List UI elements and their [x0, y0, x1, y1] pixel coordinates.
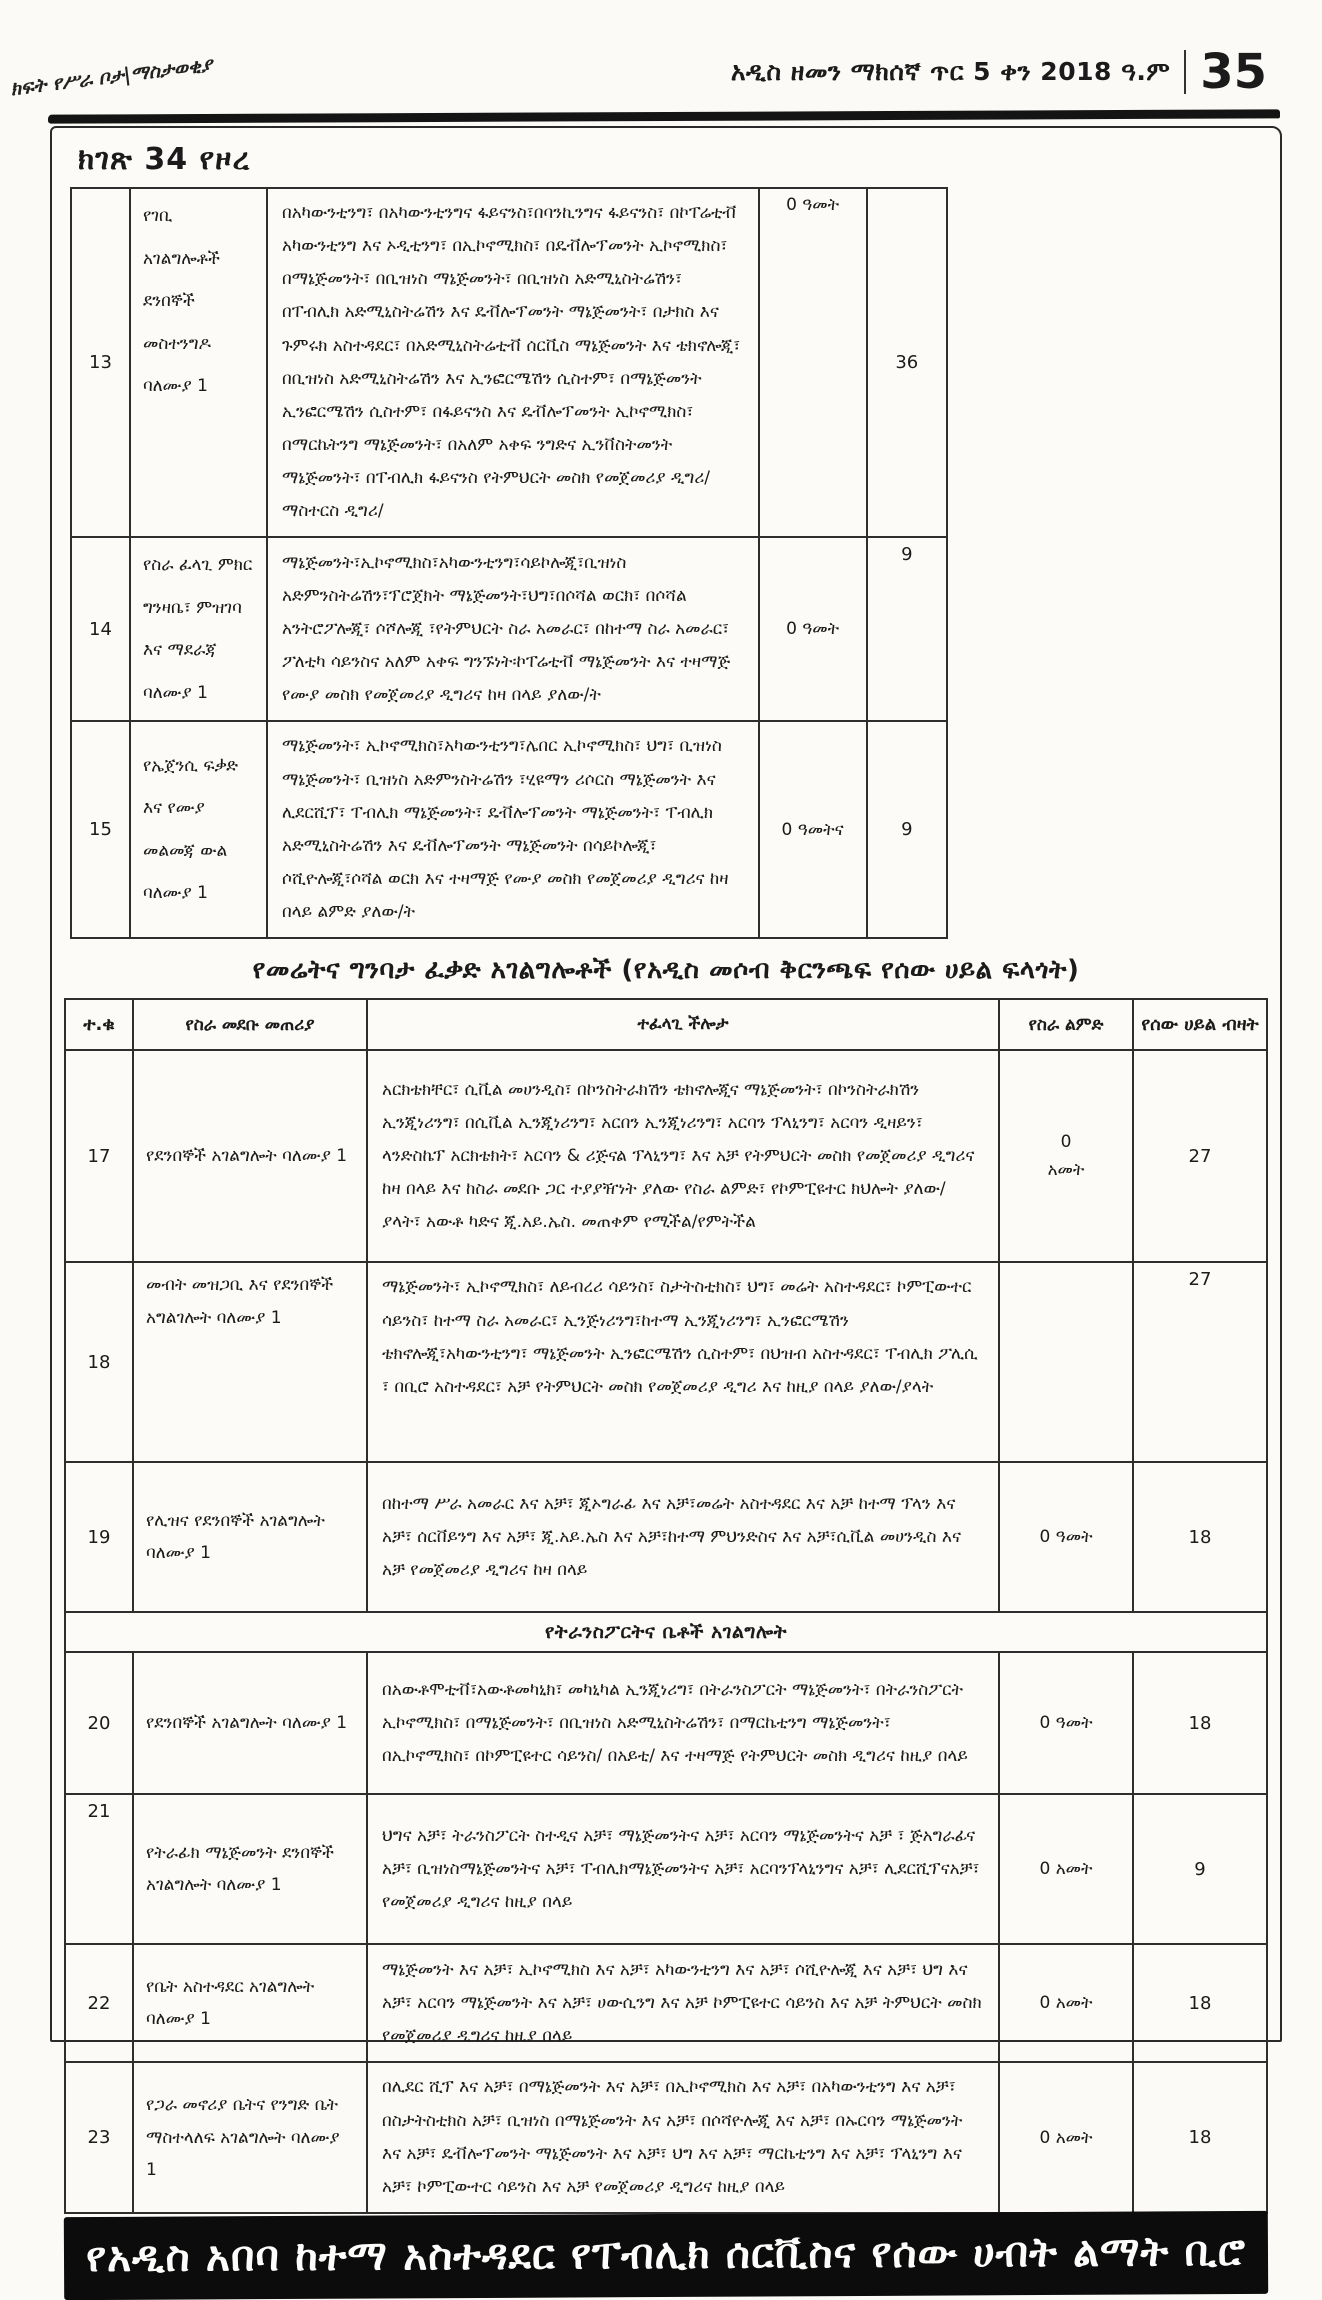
row-number: 18: [65, 1262, 133, 1462]
work-experience: [999, 1050, 1133, 1262]
row-number: 20: [65, 1652, 133, 1794]
vacancy-table-continued: [70, 187, 948, 939]
work-experience: 0 አመት: [999, 1944, 1133, 2062]
table-row: [65, 1050, 1267, 1262]
position-title: የጋራ መኖሪያ ቤትና የንግድ ቤት ማስተላለፍ አገልግሎት ባለሙያ 1: [133, 2062, 367, 2213]
required-qualification: ማኔጅመንት፣ ኢኮኖሚክስ፣አካውንቲንግ፣ሌበር ኢኮኖሚክስ፣ ህግ፣ ቢዝነስ ማኔጅመንት፣ ቢዝነስ አድምንስትሬሽን ፣ሂዩማን ሪሶርስ ማኔጅመንት እና ሊደርሺፕ፣ ፐብሊክ ማኔጅመንት፣ ዴቭሎፕመንት ማኔጅመንት፣ ፐብሊክ አድሚኒስትሬሽን እና ዴቭሎፕመንት ማኔጅመንት በሳይኮሎጂ፣ ሶሺዮሎጂ፣ሶሻል ወርክ እና ተዛማጅ የሙያ መስክ የመጀመሪያ ዲግሪና ከዛ በላይ ልምድ ያለው/ት: [267, 721, 759, 938]
position-title: የሊዝና የደንበኞች አገልግሎት ባለሙያ 1: [133, 1462, 367, 1612]
land-construction-section-title: የመሬትና ግንባታ ፈቃድ አገልግሎቶች (የአዲስ መሶብ ቅርንጫፍ የሰው ሀይል ፍላጎት): [252, 955, 1080, 986]
row-number: 14: [71, 537, 130, 721]
required-qualification: በሊደር ሺፕ እና አቻ፣ በማኔጅመንት እና አቻ፣ በኢኮኖሚክስ እና አቻ፣ በአካውንቲንግ እና አቻ፣ በስታትስቲክስ አቻ፣ ቢዝነስ በማኔጅመንት እና አቻ፣ በሶሻዮሎጂ እና አቻ፣ በኡርባን ማኔጅመንት እና አቻ፣ ዴቭሎፕመንት ማኔጅመንት እና አቻ፣ ህግ እና አቻ፣ ማርኬቲንግ እና አቻ፣ ፕላኒንግ እና አቻ፣ ኮምፒውተር ሳይንስ እና አቻ የመጀመሪያ ዲግሪና ከዚያ በላይ: [367, 2062, 999, 2213]
required-qualification: አርክቴክቸር፣ ሲቪል መሀንዲስ፣ በኮንስትራክሽን ቴክኖሎጂና ማኔጅመንት፣ በኮንስትራክሽን ኢንጂነሪንግ፣ በሲቪል ኢንጂነሪንግ፣ አርበን ኢንጂነሪንግ፣ አርባን ፕላኒንግ፣ አርባን ዲዛይን፣ ላንድስኬፕ አርክቴክት፣ አርባን & ሪጅናል ፕላኒንግ፣ እና አቻ የትምህርት መስክ የመጀመሪያ ዲግሪና ከዛ በላይ እና ከስራ መደቡ ጋር ተያያዥነት ያለው የስራ ልምድ፣ የኮምፒዩተር ክህሎት ያለው/ያላት፣ አውቶ ካድና ጂ.አይ.ኤስ. መጠቀም የሚችል/የምትችል: [367, 1050, 999, 1262]
required-qualification: በአካውንቲንግ፣ በአካውንቲንግና ፋይናንስ፣በባንኪንግና ፋይናንስ፣ በኮፐሬቲቭ አካውንቲንግ እና ኦዲቲንግ፣ በኢኮኖሚክስ፣ በዴቭሎፕመንት ኢኮኖሚክስ፣ በማኔጅመንት፣ በቢዝነስ ማኔጅመንት፣ በቢዝነስ አድሚኒስትሬሽን፣ በፐብሊክ አድሚኒስትሬሽን እና ዴቭሎፕመንት ማኔጅመንት፣ በታክስ እና ጉምሩክ አስተዳደር፣ በአድሚኒስትሬቲቭ ሰርቪስ ማኔጅመንት እና ቴክኖሎጂ፣ በቢዝነስ አድሚኒስትሬሽን እና ኢንፎርሜሽን ሲስተም፣ በማኔጅመንት ኢንፎርሜሽን ሲስተም፣ በፋይናንስ እና ዴቭሎፕመንት ኢኮኖሚክስ፣ በማርኬትንግ ማኔጅመንት፣ በአለም አቀፍ ንግድና ኢንቨስትመንት ማኔጅመንት፣ በፐብሊክ ፋይናንስ የትምህርት መስክ የመጀመሪያ ዲግሪ/ማስተርስ ዲግሪ/: [267, 188, 759, 537]
bureau-footer-banner: የአዲስ አበባ ከተማ አስተዳደር የፐብሊክ ሰርቪስና የሰው ሀብት ልማት ቢሮ: [64, 2211, 1268, 2300]
work-experience: 0 ዓመትና: [759, 721, 867, 938]
column-header-experience: የስራ ልምድ: [999, 999, 1133, 1050]
headcount: 18: [1133, 1944, 1267, 2062]
table-row: [71, 721, 947, 938]
work-experience: 0 ዓመት: [759, 537, 867, 721]
headcount: 9: [867, 721, 947, 938]
required-qualification: ህግና አቻ፣ ትራንስፖርት ስተዲና አቻ፣ ማኔጅመንትና አቻ፣ አርባን ማኔጅመንትና አቻ ፣ ጅአግራፊና አቻ፣ ቢዝነስማኔጅመንትና አቻ፣ ፐብሊክማኔጅመንትና አቻ፣ አርባንፕላኒንግና አቻ፣ ሊደርሺፕናአቻ፣ የመጀመሪያ ዲግሪና ከዚያ በላይ: [367, 1794, 999, 1944]
table-row: [71, 537, 947, 721]
required-qualification: በአውቶሞቲቭ፣አውቶመካኒክ፣ መካኒካል ኢንጂነሪግ፣ በትራንስፖርት ማኔጅመንት፣ በትራንስፖርት ኢኮኖሚክስ፣ በማኔጅመንት፣ በቢዝነስ አድሚኒስትሬሽን፣ በማርኬቲንግ ማኔጅመንት፣ በኢኮኖሚክስ፣ በኮምፒዩተር ሳይንስ/ በአይቲ/ እና ተዛማጅ የትምህርት መስክ ዲግሪና ከዚያ በላይ: [367, 1652, 999, 1794]
headcount: 9: [1133, 1794, 1267, 1944]
transport-housing-section-title: የትራንስፖርትና ቤቶች አገልግሎት: [65, 1612, 1267, 1652]
position-title: የትራፊክ ማኔጅመንት ደንበኞች አገልግሎት ባለሙያ 1: [133, 1794, 367, 1944]
row-number: 13: [71, 188, 130, 537]
vacancy-table-main: [64, 998, 1268, 2214]
column-header-position: የስራ መደቡ መጠሪያ: [133, 999, 367, 1050]
row-number: 22: [65, 1944, 133, 2062]
vacancy-section-label: ክፍት የሥራ ቦታ|ማስታወቂያ: [9, 53, 214, 101]
row-number: 19: [65, 1462, 133, 1612]
row-number: 21: [65, 1794, 133, 1944]
table-row: [65, 1794, 1267, 1944]
column-header-qualification: ተፈላጊ ችሎታ: [367, 999, 999, 1050]
page-number: 35: [1200, 44, 1267, 100]
work-experience: 0 አመት: [999, 2062, 1133, 2213]
table-header-row: [65, 999, 1267, 1050]
table-row: [65, 1262, 1267, 1462]
subsection-header-row: [65, 1612, 1267, 1652]
headcount: 18: [1133, 1652, 1267, 1794]
masthead-right: [730, 44, 1267, 100]
table-row: [65, 2062, 1267, 2213]
position-title: የደንበኞች አገልግሎት ባለሙያ 1: [133, 1050, 367, 1262]
position-title: የስራ ፈላጊ ምክር ግንዛቤ፣ ምዝገባ እና ማደራጃ ባለሙያ 1: [130, 537, 267, 721]
experience-value: 0 አመት: [1047, 1131, 1085, 1181]
table-row: [65, 1652, 1267, 1794]
required-qualification: በከተማ ሥራ አመራር እና አቻ፣ ጂኦግራፊ እና አቻ፣መሬት አስተዳደር እና አቻ ከተማ ፕላን እና አቻ፣ ሰርቨይንግ እና አቻ፣ ጂ.አይ.ኤስ እና አቻ፣ከተማ ምህንድስና እና አቻ፣ሲቪል መሀንዲስ እና አቻ የመጀመሪያ ዲግሪና ከዛ በላይ: [367, 1462, 999, 1612]
row-number: 23: [65, 2062, 133, 2213]
position-title: የቤት አስተዳደር አገልግሎት ባለሙያ 1: [133, 1944, 367, 2062]
required-qualification: ማኔጅመንት፣ ኢኮኖሚክስ፣ ለይብረሪ ሳይንስ፣ ስታትስቲክስ፣ ህግ፣ መሬት አስተዳደር፣ ኮምፒውተር ሳይንስ፣ ከተማ ስራ አመራር፣ ኢንጅነሪንግ፣ከተማ ኢንጂነሪንግ፣ ኢንፎርሜሽን ቴክኖሎጂ፣አካውንቲንግ፣ ማኔጅመንት ኢንፎርሜሽን ሲስተም፣ በህዝብ አስተዳደር፣ ፐብሊክ ፖሊሲ ፣ በቢሮ አስተዳደር፣ አቻ የትምህርት መስክ የመጀመሪያ ዲግሪ እና ከዚያ በላይ ያለው/ያላት: [367, 1262, 999, 1462]
required-qualification: ማኔጅመንት፣ኢኮኖሚክስ፣አካውንቲንግ፣ሳይኮሎጂ፣ቢዝነስ አድምንስትሬሽን፣ፕሮጀክት ማኔጅመንት፣ህግ፣በሶሻል ወርክ፣ በሶሻል አንትሮፖሎጂ፣ ሶሾሎጂ ፣የትምህርት ስራ አመራር፣ በከተማ ስራ አመራር፣ ፖለቲካ ሳይንስና አለም አቀፍ ግንኙነት፡ኮፐሬቲቭ ማኔጅመንት እና ተዛማጅ የሙያ መስክ የመጀመሪያ ዲግሪና ከዛ በላይ ያለው/ት: [267, 537, 759, 721]
position-title: የገቢ አገልግሎቶች ደንበኞች መስተንግዶ ባለሙያ 1: [130, 188, 267, 537]
column-header-number: ተ.ቁ: [65, 999, 133, 1050]
header-rule: [48, 109, 1280, 123]
continued-from-page-title: ክገጽ 34 የዞረ: [78, 142, 251, 177]
newspaper-date: አዲስ ዘመን ማክሰኛ ጥር 5 ቀን 2018 ዓ.ም: [730, 57, 1171, 86]
position-title: የኤጀንሲ ፍቃድ እና የሙያ መልመጃ ውል ባለሙያ 1: [130, 721, 267, 938]
work-experience: 0 አመት: [999, 1794, 1133, 1944]
required-qualification: ማኔጅመንት እና አቻ፣ ኢኮኖሚክስ እና አቻ፣ አካውንቲንግ እና አቻ፣ ሶሺዮሎጂ እና አቻ፣ ህግ እና አቻ፣ አርባን ማኔጅመንት እና አቻ፣ ሀውሲንግ እና አቻ ኮምፒዩተር ሳይንስ እና አቻ ትምህርት መስክ የመጀመሪያ ዲግሪና ከዚያ በላይ: [367, 1944, 999, 2062]
headcount: 9: [867, 537, 947, 721]
newspaper-masthead: [0, 38, 1322, 108]
column-header-headcount: የሰው ሀይል ብዛት: [1133, 999, 1267, 1050]
position-title: የደንበኞች አገልግሎት ባለሙያ 1: [133, 1652, 367, 1794]
headcount: 18: [1133, 1462, 1267, 1612]
row-number: 15: [71, 721, 130, 938]
table-row: [71, 188, 947, 537]
headcount: 27: [1133, 1050, 1267, 1262]
masthead-divider: [1184, 50, 1186, 94]
announcement-frame: [50, 126, 1282, 2281]
work-experience: 0 ዓመት: [999, 1652, 1133, 1794]
work-experience: 0 ዓመት: [999, 1462, 1133, 1612]
table-row: [65, 1944, 1267, 2062]
headcount: 36: [867, 188, 947, 537]
work-experience: 0 ዓመት: [759, 188, 867, 537]
headcount: 18: [1133, 2062, 1267, 2213]
position-title: መብት መዝጋቢ እና የደንበኞች አግልገሎት ባለሙያ 1: [133, 1262, 367, 1462]
headcount: 27: [1133, 1262, 1267, 1462]
row-number: 17: [65, 1050, 133, 1262]
work-experience: [999, 1262, 1133, 1462]
table-row: [65, 1462, 1267, 1612]
